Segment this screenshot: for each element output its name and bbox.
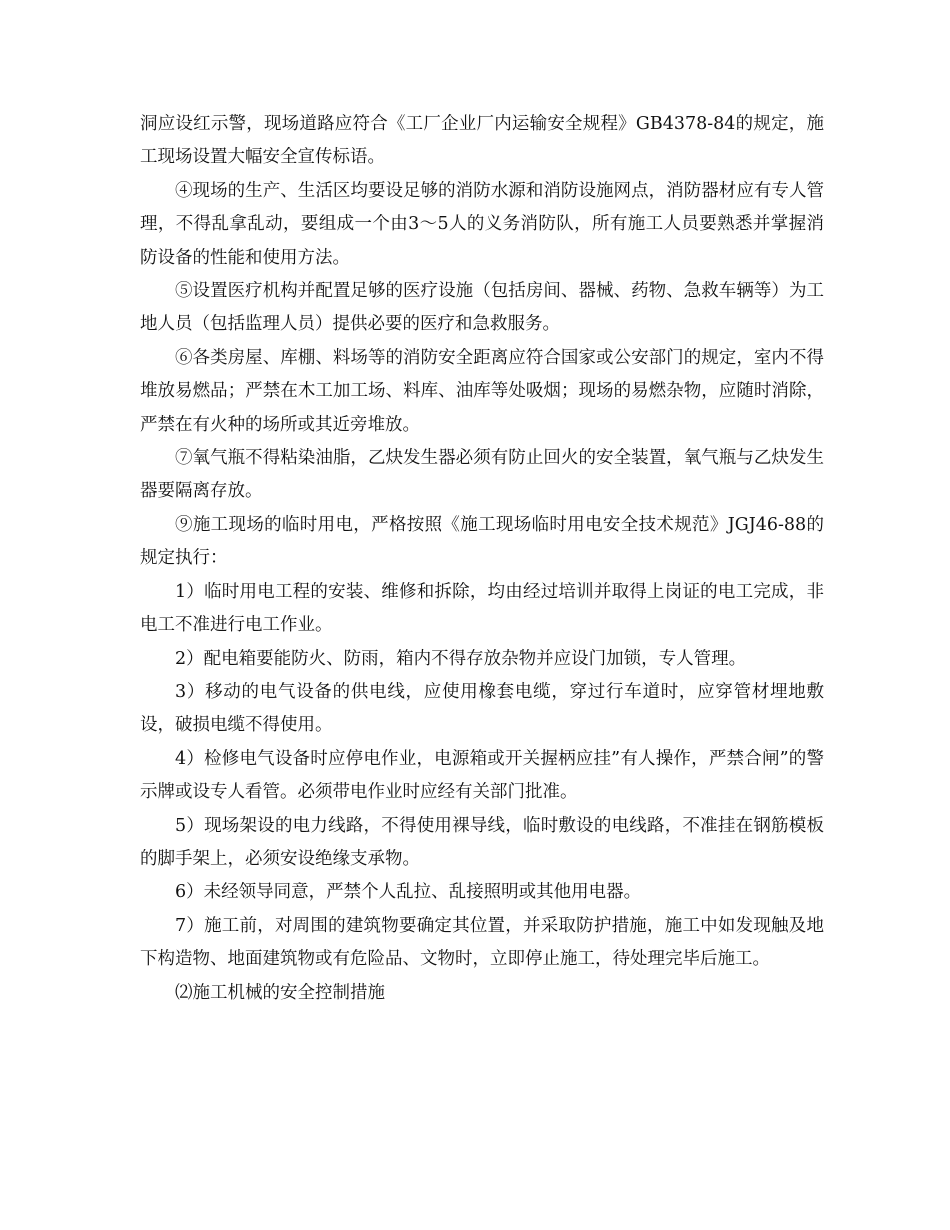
section-heading: ⑵施工机械的安全控制措施 [175, 982, 385, 1003]
list-item-2: 2）配电箱要能防火、防雨，箱内不得存放杂物并应设门加锁，专人管理。 [175, 648, 747, 669]
paragraph-2: ④现场的生产、生活区均要设足够的消防水源和消防设施网点，消防器材应有专人管理，不得乱拿乱动，要组成一个由3～5人的义务消防队，所有施工人员要熟悉并掌握消防设备的性能和使用方法。 [140, 180, 824, 268]
list-item-4: 4）检修电气设备时应停电作业，电源箱或开关握柄应挂”有人操作，严禁合闸”的警示牌或设专人看管。必须带电作业时应经有关部门批准。 [140, 748, 824, 803]
paragraph-1: 洞应设红示警，现场道路应符合《工厂企业厂内运输安全规程》GB4378-84的规定，施工现场设置大幅安全宣传标语。 [140, 114, 824, 168]
paragraph-5: ⑦氧气瓶不得粘染油脂，乙炔发生器必须有防止回火的安全装置，氧气瓶与乙炔发生器要隔离存放。 [140, 448, 824, 502]
list-item-6: 6）未经领导同意，严禁个人乱拉、乱接照明或其他用电器。 [175, 882, 642, 903]
list-item-5: 5）现场架设的电力线路，不得使用裸导线，临时敷设的电线路，不准挂在钢筋模板的脚手架上，必须安设绝缘支承物。 [140, 815, 824, 869]
paragraph-4: ⑥各类房屋、库棚、料场等的消防安全距离应符合国家或公安部门的规定，室内不得堆放易燃品；严禁在木工加工场、料库、油库等处吸烟；现场的易燃杂物，应随时消除，严禁在有火种的场所或其近旁堆放。 [140, 347, 824, 435]
paragraph-6: ⑨施工现场的临时用电，严格按照《施工现场临时用电安全技术规范》JGJ46-88的规定执行： [140, 514, 824, 569]
paragraph-3: ⑤设置医疗机构并配置足够的医疗设施（包括房间、器械、药物、急救车辆等）为工地人员（包括监理人员）提供必要的医疗和急救服务。 [140, 281, 824, 335]
list-item-3: 3）移动的电气设备的供电线，应使用橡套电缆，穿过行车道时，应穿管材埋地敷设，破损电缆不得使用。 [140, 681, 824, 736]
list-item-7: 7）施工前，对周围的建筑物要确定其位置，并采取防护措施，施工中如发现触及地下构造物、地面建筑物或有危险品、文物时，立即停止施工，待处理完毕后施工。 [140, 915, 824, 970]
document-body [140, 108, 824, 1010]
list-item-1: 1）临时用电工程的安装、维修和拆除，均由经过培训并取得上岗证的电工完成，非电工不准进行电工作业。 [140, 581, 824, 636]
